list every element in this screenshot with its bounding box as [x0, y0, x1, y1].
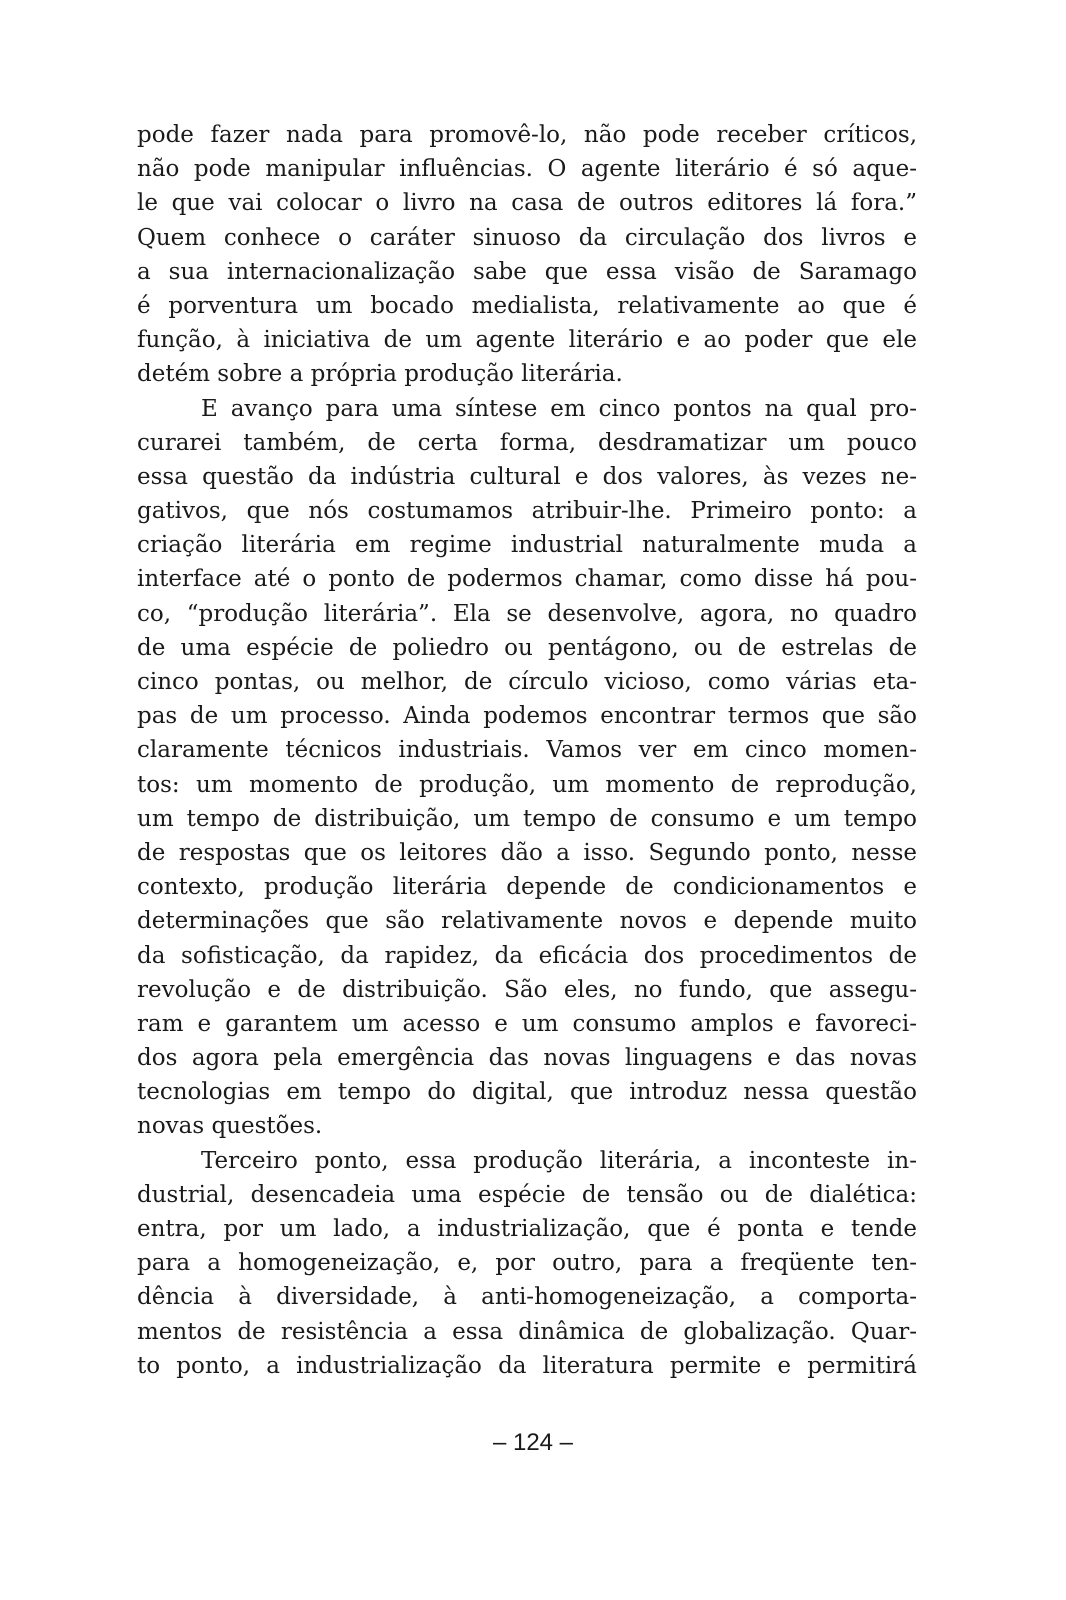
- text-line: não pode manipular influências. O agente literário é só aque-: [137, 156, 917, 183]
- page-number: – 124 –: [492, 1429, 574, 1456]
- text-line: dustrial, desencadeia uma espécie de tensão ou de dialética:: [137, 1181, 917, 1208]
- text-line: co, “produção literária”. Ela se desenvolve, agora, no quadro: [137, 600, 917, 627]
- text-line: mentos de resistência a essa dinâmica de globalização. Quar-: [137, 1318, 917, 1345]
- text-line: a sua internacionalização sabe que essa visão de Saramago: [137, 258, 917, 285]
- body-text: [137, 118, 917, 1383]
- text-line: detém sobre a própria produção literária.: [137, 361, 623, 388]
- paragraph: [137, 392, 917, 1144]
- text-line: contexto, produção literária depende de condicionamentos e: [137, 874, 917, 901]
- text-line: da sofisticação, da rapidez, da eficácia dos procedimentos de: [137, 942, 917, 969]
- text-line: de respostas que os leitores dão a isso. Segundo ponto, nesse: [137, 839, 917, 866]
- text-line: é porventura um bocado medialista, relativamente ao que é: [137, 292, 917, 319]
- text-line: cinco pontas, ou melhor, de círculo vicioso, como várias eta-: [137, 669, 917, 695]
- text-line: gativos, que nós costumamos atribuir-lhe. Primeiro ponto: a: [137, 498, 917, 525]
- text-line: curarei também, de certa forma, desdramatizar um pouco: [137, 429, 917, 456]
- text-line: para a homogeneização, e, por outro, para a freqüente ten-: [137, 1250, 917, 1277]
- text-line: le que vai colocar o livro na casa de outros editores lá fora.”: [137, 190, 917, 217]
- paragraph: [137, 1144, 917, 1383]
- text-line: Quem conhece o caráter sinuoso da circulação dos livros e: [137, 224, 917, 251]
- text-line: dos agora pela emergência das novas linguagens e das novas: [137, 1045, 917, 1072]
- text-line: entra, por um lado, a industrialização, que é ponta e tende: [137, 1216, 917, 1242]
- text-line: ram e garantem um acesso e um consumo amplos e favoreci-: [137, 1010, 917, 1037]
- text-line: tecnologias em tempo do digital, que introduz nessa questão: [137, 1079, 917, 1106]
- text-line: função, à iniciativa de um agente literário e ao poder que ele: [137, 327, 917, 354]
- text-line: pode fazer nada para promovê-lo, não pode receber críticos,: [137, 122, 917, 148]
- text-line: novas questões.: [137, 1113, 323, 1140]
- text-line: pas de um processo. Ainda podemos encontrar termos que são: [137, 703, 917, 730]
- text-line: Terceiro ponto, essa produção literária, a inconteste in-: [201, 1147, 917, 1174]
- text-line: to ponto, a industrialização da literatura permite e permitirá: [137, 1352, 917, 1379]
- text-line: interface até o ponto de podermos chamar, como disse há pou-: [137, 566, 917, 593]
- text-line: um tempo de distribuição, um tempo de consumo e um tempo: [137, 805, 917, 832]
- text-line: tos: um momento de produção, um momento de reprodução,: [137, 771, 917, 798]
- text-line: determinações que são relativamente novos e depende muito: [137, 908, 917, 935]
- paragraph: [137, 118, 917, 392]
- text-line: de uma espécie de poliedro ou pentágono, ou de estrelas de: [137, 634, 917, 661]
- text-line: criação literária em regime industrial naturalmente muda a: [137, 532, 917, 559]
- text-line: revolução e de distribuição. São eles, no fundo, que assegu-: [137, 976, 917, 1003]
- text-line: E avanço para uma síntese em cinco pontos na qual pro-: [201, 395, 917, 422]
- text-line: essa questão da indústria cultural e dos valores, às vezes ne-: [137, 463, 917, 490]
- text-line: claramente técnicos industriais. Vamos ver em cinco momen-: [137, 737, 917, 764]
- text-line: dência à diversidade, à anti-homogeneização, a comporta-: [137, 1284, 917, 1311]
